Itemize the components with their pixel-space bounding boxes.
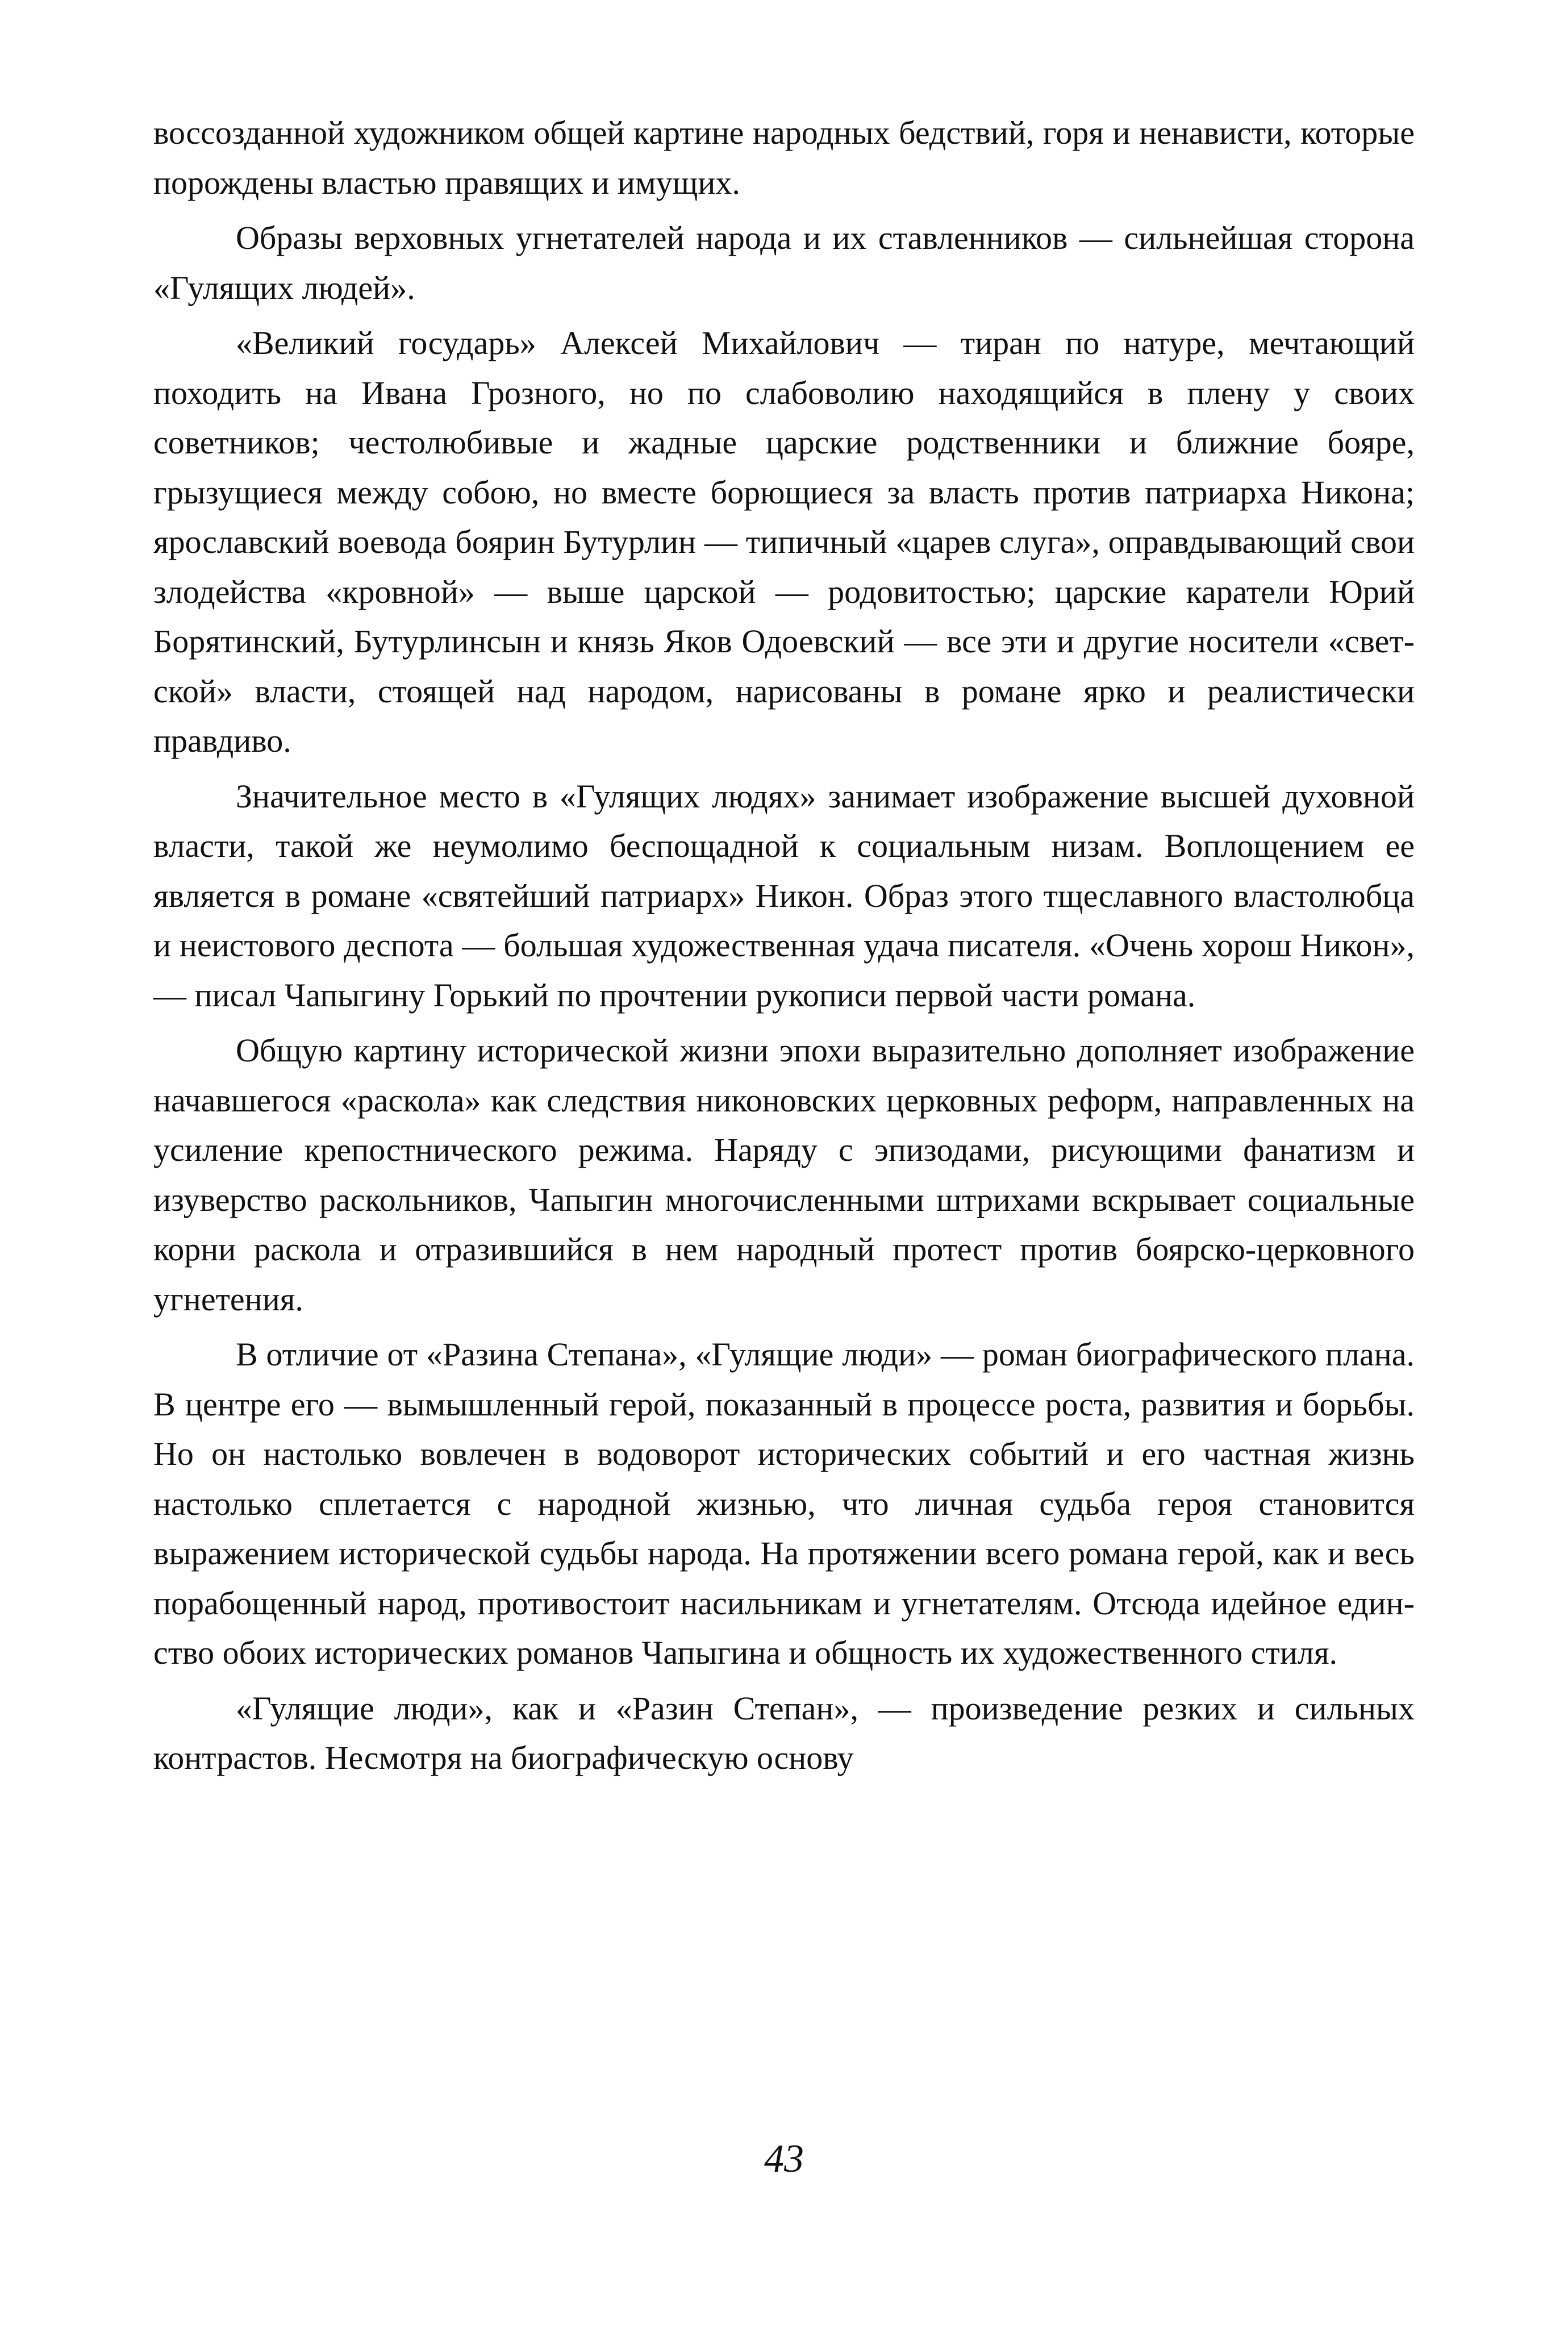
paragraph-1: воссозданной художником общей картине народных бедствий, горя и ненависти, которые порождены властью правящих и имущих. (153, 114, 1415, 201)
paragraph-2: Образы верховных угнетателей народа и их ставленников — сильнейшая сторона «Гулящих людей». (153, 219, 1415, 306)
paragraph-6: В отличие от «Разина Степана», «Гулящие люди» — роман биографического плана. В центре его — вымышленный герой, показанный в процессе роста, развития и борьбы. Но он настолько вовлечен в водоворот исторических событий и его частная жизнь настолько сплетается с народной жизнью, что личная судьба героя становится выражением исторической судьбы народа. На протяжении всего романа герой, как и весь порабощенный народ, противостоит насильникам и угнетателям. Отсюда идейное единство обоих исторических романов Чапыгина и общность их художественного стиля. (153, 1336, 1415, 1671)
page-number: 43 (764, 2137, 804, 2181)
paragraph-3: «Великий государь» Алексей Михайлович — тиран по натуре, мечтающий походить на Ивана Грозного, но по слабоволию находящийся в плену у своих советников; честолюбивые и жадные царские родственники и ближние бояре, грызущиеся между собою, но вместе борющиеся за власть против патриарха Никона; ярославский воевода боярин Бутурлин — типичный «царев слуга», оправдывающий свои злодейства «кровной» — выше царской — родовитостью; царские каратели Юрий Борятинский, Бутурлинсын и князь Яков Одоевский — все эти и другие носители «светской» власти, стоящей над народом, нарисованы в романе ярко и реалистически правдиво. (153, 324, 1415, 759)
page-body (153, 108, 1415, 1789)
paragraph-5: Общую картину исторической жизни эпохи выразительно дополняет изображение начавшегося «раскола» как следствия никоновских церковных реформ, направленных на усиление крепостнического режима. Наряду с эпизодами, рисующими фанатизм и изуверство раскольников, Чапыгин многочисленными штрихами вскрывает социальные корни раскола и отразившийся в нем народный протест против боярско-церковного угнетения. (153, 1032, 1415, 1318)
paragraph-7: «Гулящие люди», как и «Разин Степан», — произведение резких и сильных контрастов. Несмотря на биографическую основу (153, 1689, 1415, 1776)
paragraph-4: Значительное место в «Гулящих людях» занимает изображение высшей духовной власти, такой же неумолимо беспощадной к социальным низам. Воплощением ее является в романе «святейший патриарх» Никон. Образ этого тщеславного властолюбца и неистового деспота — большая художественная удача писателя. «Очень хорош Никон», — писал Чапыгину Горький по прочтении рукописи первой части романа. (153, 777, 1415, 1014)
